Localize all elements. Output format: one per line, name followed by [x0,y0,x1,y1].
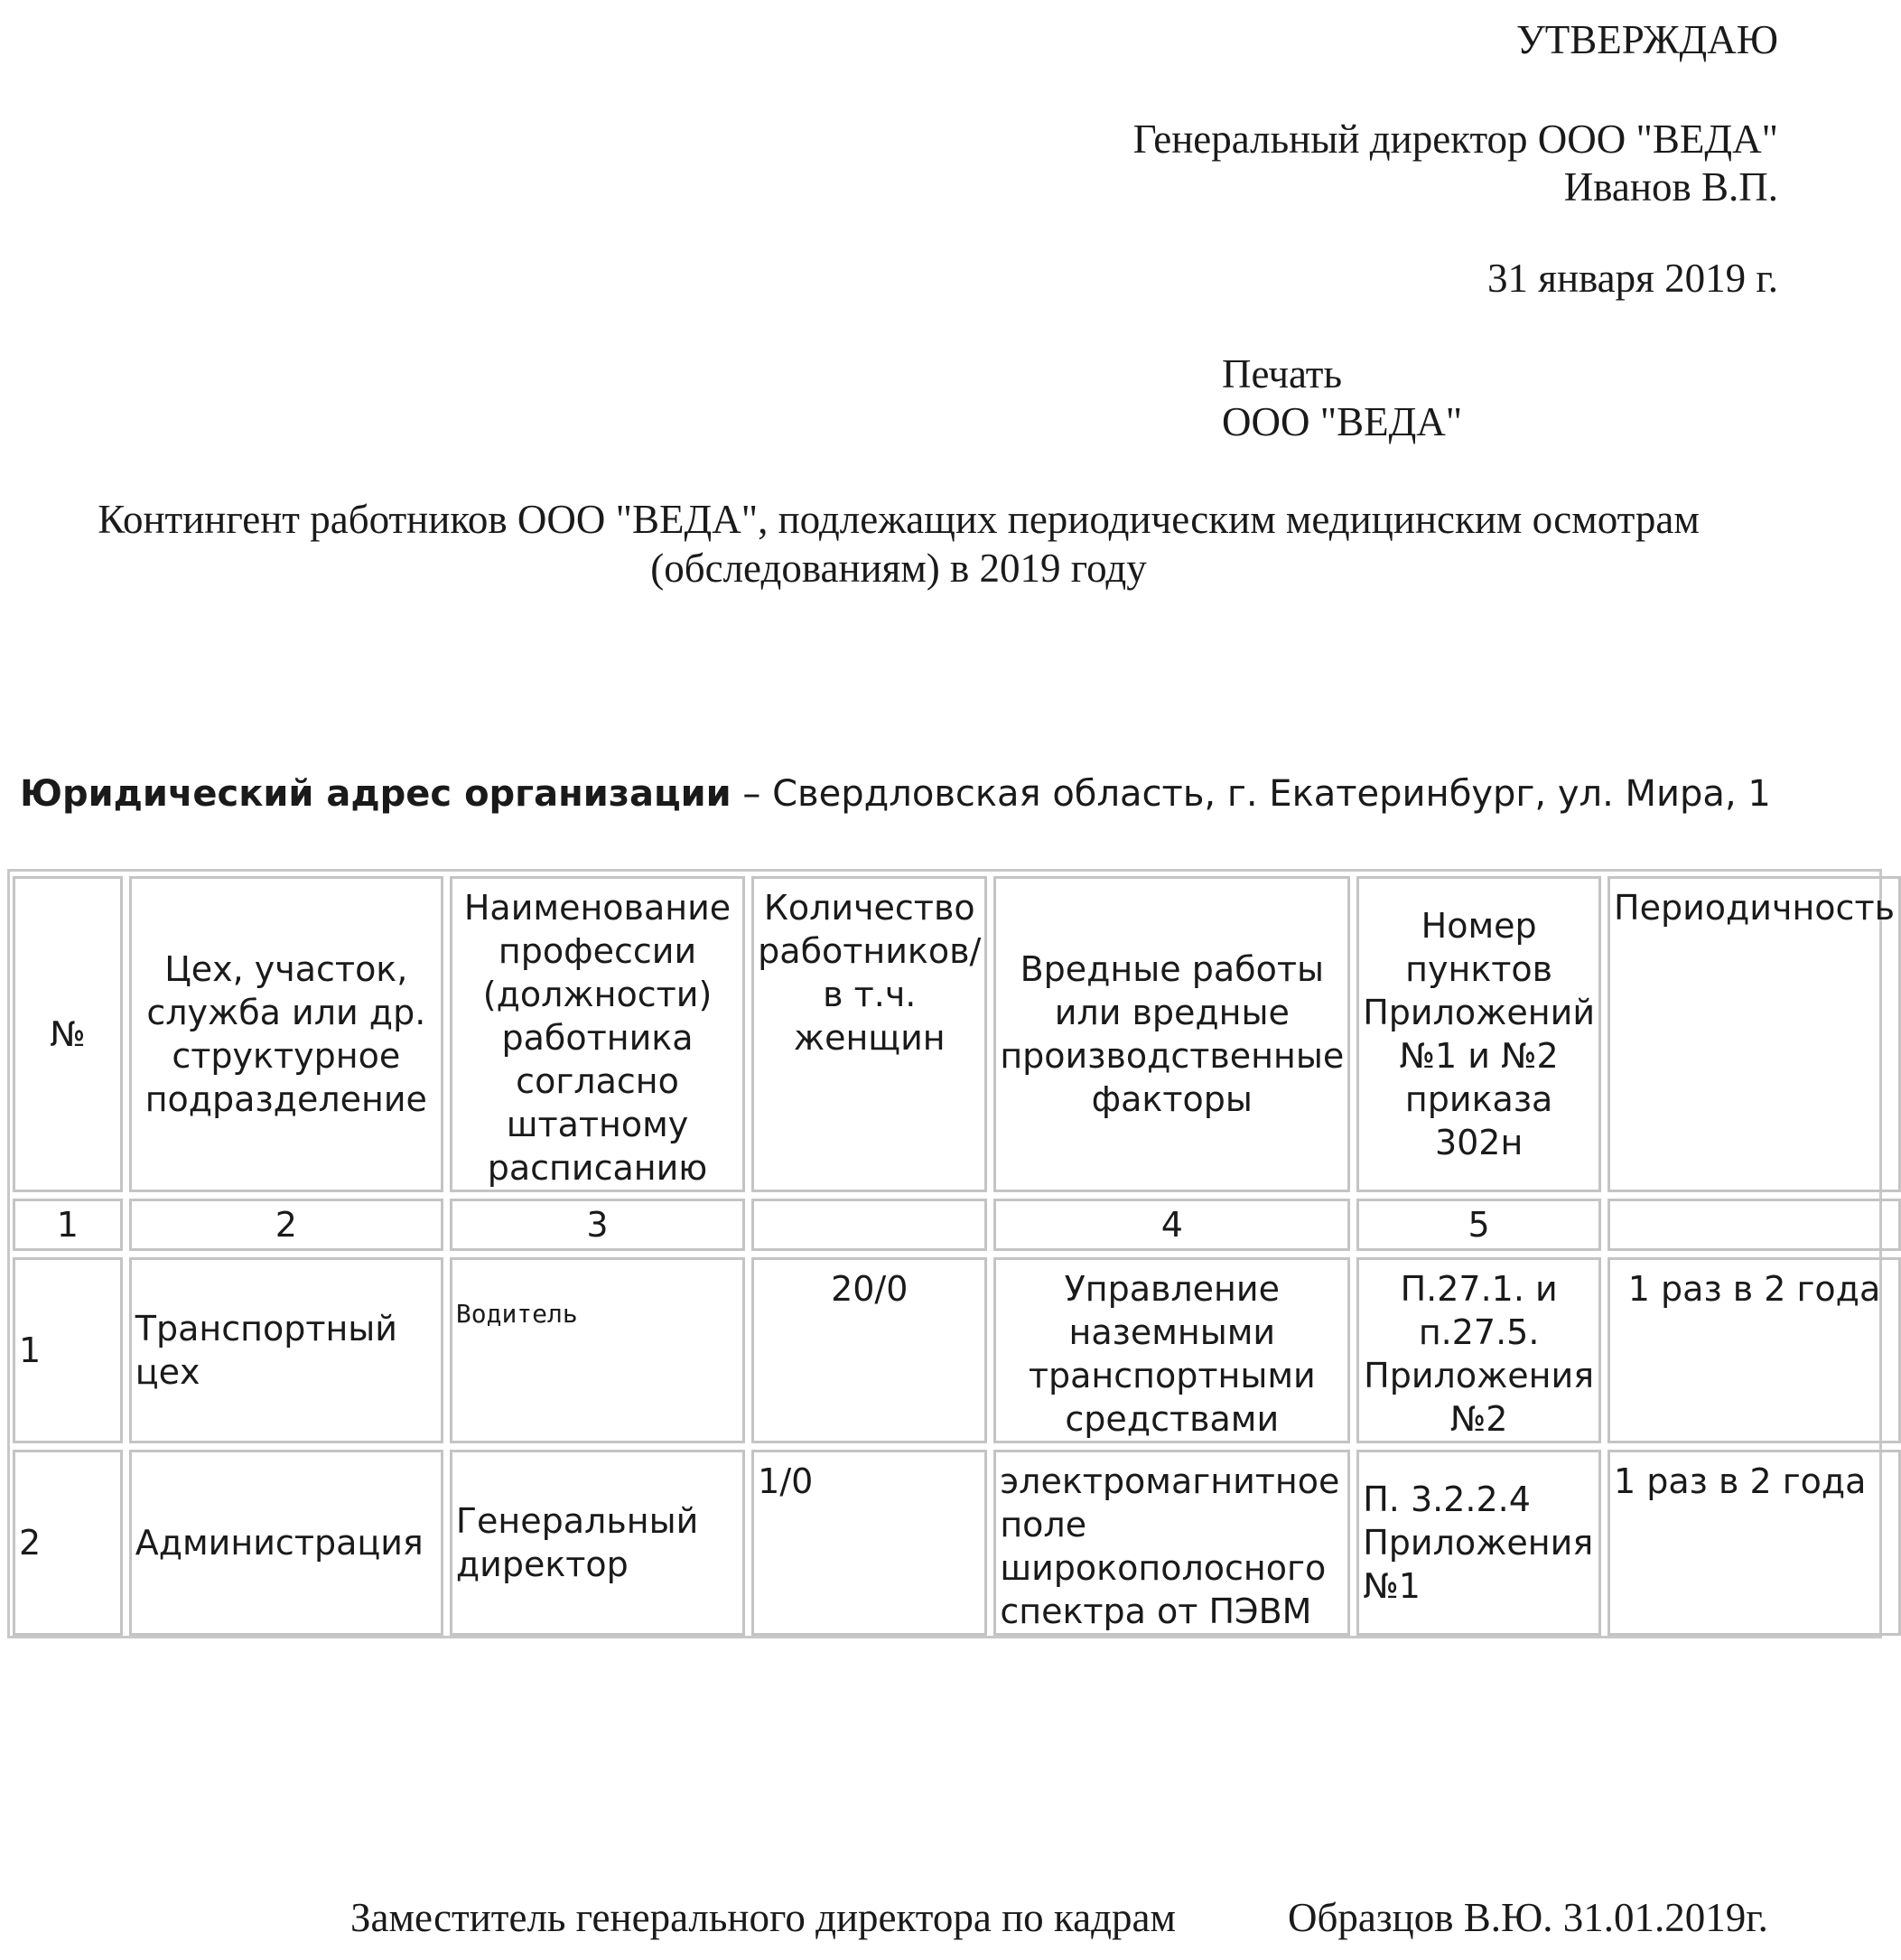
header-profession: Наименование профессии (должности) работника согласно штатному расписанию [450,876,745,1192]
signature-line [350,1894,1768,1941]
header-order-items: Номер пунктов Приложений №1 и №2 приказа 302н [1356,876,1601,1192]
row-harmful-factors: Управление наземными транспортными средствами [993,1257,1350,1443]
row-periodicity: 1 раз в 2 года [1607,1257,1901,1443]
table-row [13,1257,1901,1443]
header-worker-count: Количество работников/ в т.ч. женщин [751,876,987,1192]
row-harmful-factors: электромагнитное поле широкополосного спектра от ПЭВМ [993,1450,1350,1636]
row-worker-count: 20/0 [751,1257,987,1443]
row-number: 1 [13,1257,123,1443]
title-line-2: (обследованиям) в 2019 году [650,546,1147,591]
row-profession: Водитель [450,1257,745,1443]
column-number-row [13,1199,1901,1251]
header-row [13,876,1901,1192]
legal-address-label: Юридический адрес организации [20,773,732,815]
workers-table [6,870,1901,1642]
header-periodicity: Периодичность [1607,876,1901,1192]
signer-position: Заместитель генерального директора по кадрам [350,1895,1176,1940]
column-number: 4 [993,1199,1350,1251]
row-periodicity: 1 раз в 2 года [1607,1450,1901,1636]
signer-name-date: Образцов В.Ю. 31.01.2019г. [1288,1895,1768,1940]
approval-heading: УТВЕРЖДАЮ [1515,17,1778,62]
row-profession: Генеральный директор [450,1450,745,1636]
approver-block [1133,116,1778,211]
column-number [1607,1199,1901,1251]
legal-address [20,773,1771,815]
column-number [751,1199,987,1251]
title-line-1: Контингент работников ООО "ВЕДА", подлежащих периодическим медицинским осмотрам [98,497,1700,542]
document-title [54,495,1743,593]
approver-position: Генеральный директор ООО "ВЕДА" [1132,117,1778,162]
approval-date: 31 января 2019 г. [1487,256,1778,301]
column-number: 1 [13,1199,123,1251]
stamp-placeholder [1222,350,1462,446]
row-department: Транспортный цех [129,1257,443,1443]
header-department: Цех, участок, служба или др. структурное подразделение [129,876,443,1192]
table-row [13,1450,1901,1636]
row-order-items: П.27.1. и п.27.5. Приложения №2 [1356,1257,1601,1443]
row-number: 2 [13,1450,123,1636]
row-order-items: П. 3.2.2.4 Приложения №1 [1356,1450,1601,1636]
column-number: 2 [129,1199,443,1251]
column-number: 5 [1356,1199,1601,1251]
header-number: № [13,876,123,1192]
approver-name: Иванов В.П. [1563,164,1778,210]
stamp-line-2: ООО "ВЕДА" [1222,399,1463,444]
stamp-line-1: Печать [1222,351,1342,397]
header-harmful-factors: Вредные работы или вредные производственные факторы [993,876,1350,1192]
row-worker-count: 1/0 [751,1450,987,1636]
row-department: Администрация [129,1450,443,1636]
legal-address-value: – Свердловская область, г. Екатеринбург, ул. Мира, 1 [731,773,1771,815]
column-number: 3 [450,1199,745,1251]
